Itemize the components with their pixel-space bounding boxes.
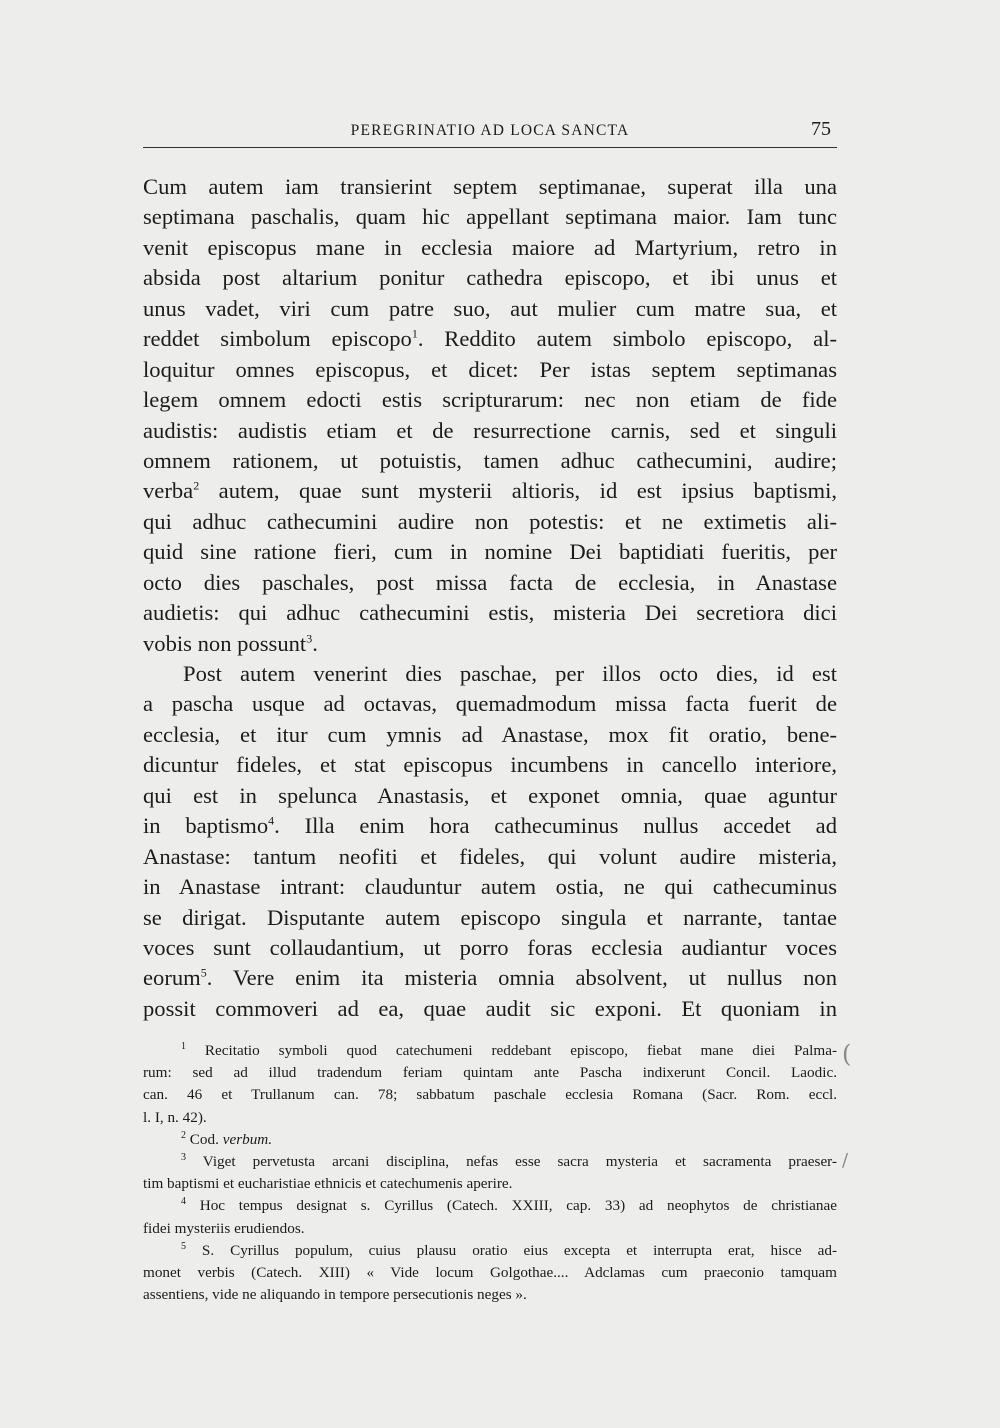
text-line: Anastase: tantum neofiti et fideles, qui volunt audire misteria, [143, 843, 837, 869]
text-line: audistis: audistis etiam et de resurrectione carnis, sed et singuli [143, 417, 837, 443]
text-line [143, 324, 837, 354]
text-line: Post autem venerint dies paschae, per illos octo dies, id est [183, 661, 837, 686]
footnote-italic: verbum. [222, 1130, 273, 1148]
text-line: legem omnem edocti estis scripturarum: nec non etiam de fide [143, 387, 837, 413]
text-segment: eorum [143, 965, 201, 991]
text-line: dicuntur fideles, et stat episcopus incumbens in cancello interiore, [143, 752, 837, 778]
footnote-3-line [143, 1151, 837, 1173]
footnote-5-line: assentiens, vide ne aliquando in tempore persecutionis neges ». [143, 1286, 527, 1304]
footnote-text: Cod. [189, 1130, 219, 1148]
text-line: octo dies paschales, post missa facta de ecclesia, in Anastase [143, 569, 837, 595]
footnote-4-line [143, 1195, 837, 1217]
footnote-2-line [143, 1129, 837, 1151]
footnote-1-line: can. 46 et Trullanum can. 78; sabbatum paschale ecclesia Romana (Sacr. Rom. eccl. [143, 1086, 837, 1104]
page-number: 75 [811, 118, 831, 140]
text-segment: reddet simbolum episcopo [143, 326, 412, 352]
text-segment: vobis non possunt [143, 630, 307, 656]
text-segment: verba [143, 478, 194, 504]
text-segment: . Vere enim ita misteria omnia absolvent, ut nullus non [206, 965, 837, 991]
margin-bracket-mark: ( [842, 1040, 852, 1068]
text-segment: . [312, 630, 318, 656]
text-line: omnem rationem, ut potuistis, tamen adhuc cathecumini, audire; [143, 447, 837, 473]
margin-bracket-mark: / [842, 1150, 849, 1171]
text-line [143, 629, 837, 659]
footnote-ref-4: 4 [268, 813, 275, 828]
footnote-1-line: l. I, n. 42). [143, 1108, 207, 1126]
text-line: absida post altarium ponitur cathedra episcopo, et ibi unus et [143, 265, 837, 291]
footnote-marker: 1 [181, 1040, 186, 1052]
footnote-text: Recitatio symboli quod catechumeni reddebant episcopo, fiebat mane diei Palma- [204, 1042, 837, 1059]
text-line [143, 476, 837, 506]
text-segment: . Reddito autem simbolo episcopo, al- [417, 326, 837, 352]
running-title: PEREGRINATIO AD LOCA SANCTA [350, 122, 630, 139]
text-line: se dirigat. Disputante autem episcopo singula et narrante, tantae [143, 904, 837, 930]
text-line: septimana paschalis, quam hic appellant septimana maior. Iam tunc [143, 204, 837, 230]
footnote-1-line: rum: sed ad illud tradendum feriam quintam ante Pascha indixerunt Concil. Laodic. [143, 1064, 837, 1082]
text-line: loquitur omnes episcopus, et dicet: Per istas septem septimanas [143, 356, 837, 382]
footnote-text: Viget pervetusta arcani disciplina, nefas esse sacra mysteria et sacramenta praeser- [202, 1152, 837, 1170]
text-line [143, 811, 837, 841]
text-line: Cum autem iam transierint septem septimanae, superat illa una [143, 174, 837, 199]
main-text [143, 172, 837, 1024]
footnote-5-line [143, 1240, 837, 1262]
text-segment: . Illa enim hora cathecuminus nullus accedet ad [274, 813, 837, 839]
text-segment: in baptismo [143, 813, 269, 839]
footnotes [143, 1040, 837, 1306]
footnote-ref-1: 1 [411, 326, 418, 341]
footnote-marker: 3 [181, 1151, 186, 1163]
text-line: audietis: qui adhuc cathecumini estis, misteria Dei secretiora dici [143, 600, 837, 626]
text-line: a pascha usque ad octavas, quemadmodum missa facta fuerit de [143, 691, 837, 717]
text-line: unus vadet, viri cum patre suo, aut mulier cum matre sua, et [143, 295, 837, 321]
footnote-1-line [143, 1040, 837, 1062]
text-line: quid sine ratione fieri, cum in nomine Dei baptidiati fueritis, per [143, 539, 837, 565]
footnote-5-line: monet verbis (Catech. XIII) « Vide locum Golgothae.... Adclamas cum praeconio tamquam [143, 1263, 837, 1281]
footnote-marker: 4 [181, 1196, 186, 1208]
footnote-3-line: tim baptismi et eucharistiae ethnicis et catechumenis aperire. [143, 1175, 513, 1193]
footnote-ref-2: 2 [193, 478, 200, 493]
text-line: qui adhuc cathecumini audire non potestis: et ne extimetis ali- [143, 508, 837, 534]
footnote-ref-3: 3 [306, 631, 313, 646]
footnote-text: S. Cyrillus populum, cuius plausu oratio eius excepta et interrupta erat, hisce ad- [201, 1241, 838, 1259]
text-line: ecclesia, et itur cum ymnis ad Anastase, mox fit oratio, bene- [143, 721, 837, 747]
text-segment: autem, quae sunt mysterii altioris, id est ipsius baptismi, [199, 478, 837, 504]
footnote-4-line: fidei mysteriis erudiendos. [143, 1219, 305, 1237]
text-line [143, 963, 837, 993]
text-line: possit commoveri ad ea, quae audit sic exponi. Et quoniam in [143, 995, 837, 1021]
running-head [143, 120, 837, 142]
footnote-text: Hoc tempus designat s. Cyrillus (Catech. XXIII, cap. 33) ad neophytos de christianae [199, 1197, 837, 1215]
text-line: voces sunt collaudantium, ut porro foras ecclesia audiantur voces [143, 934, 837, 960]
footnote-ref-5: 5 [200, 965, 207, 980]
text-line: in Anastase intrant: clauduntur autem ostia, ne qui cathecuminus [143, 874, 837, 900]
text-line: venit episcopus mane in ecclesia maiore ad Martyrium, retro in [143, 234, 837, 260]
text-line: qui est in spelunca Anastasis, et exponet omnia, quae aguntur [143, 782, 837, 808]
footnote-marker: 2 [181, 1129, 186, 1141]
footnote-marker: 5 [181, 1240, 186, 1252]
header-rule [143, 147, 837, 148]
